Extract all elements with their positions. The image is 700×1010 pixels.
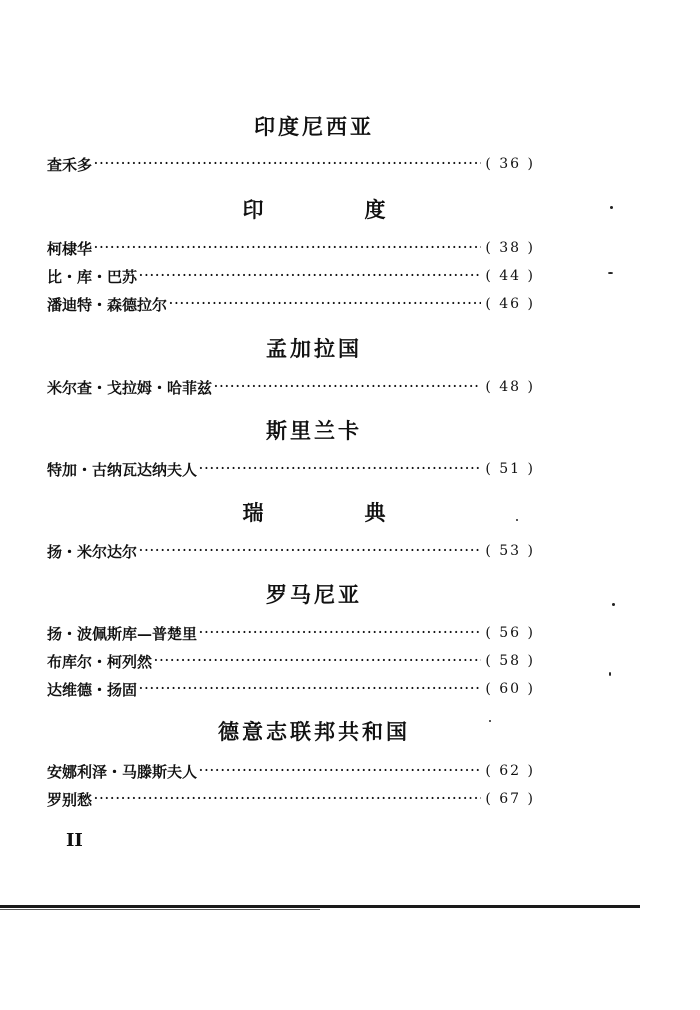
entry-page: ( 53 ) [485, 543, 535, 559]
entry-page: ( 60 ) [485, 681, 535, 697]
entry-name: 布库尔・柯列然 [47, 652, 153, 671]
country-heading: 瑞 典 [242, 500, 426, 525]
leader-dots [154, 650, 481, 672]
toc-entry [47, 376, 535, 398]
toc-entry [47, 650, 535, 672]
scan-speck [609, 672, 611, 676]
scan-speck [612, 603, 615, 606]
entry-page: ( 44 ) [485, 268, 535, 284]
country-heading: 德意志联邦共和国 [218, 719, 410, 744]
scan-speck [608, 272, 613, 274]
entry-page: ( 46 ) [485, 296, 535, 312]
entry-name: 安娜利泽・马滕斯夫人 [47, 762, 198, 781]
entry-name: 扬・米尔达尔 [47, 542, 138, 561]
leader-dots [169, 293, 481, 315]
country-heading: 印度尼西亚 [254, 114, 374, 139]
bottom-rule-thin [0, 909, 320, 910]
leader-dots [214, 376, 481, 398]
leader-dots [94, 153, 481, 175]
toc-entry [47, 293, 535, 315]
entry-page: ( 56 ) [485, 625, 535, 641]
entry-page: ( 36 ) [485, 156, 535, 172]
entry-name: 扬・波佩斯库—普楚里 [47, 624, 198, 643]
toc-entry [47, 760, 535, 782]
toc-entry [47, 458, 535, 480]
entry-name: 潘迪特・森德拉尔 [47, 295, 168, 314]
page-folio: II [66, 830, 83, 851]
bottom-rule [0, 905, 640, 908]
entry-page: ( 38 ) [485, 240, 535, 256]
scan-speck [489, 720, 491, 722]
entry-name: 达维德・扬固 [47, 680, 138, 699]
toc-entry [47, 788, 535, 810]
entry-page: ( 62 ) [485, 763, 535, 779]
leader-dots [199, 760, 481, 782]
entry-name: 罗别愁 [47, 790, 93, 809]
entry-name: 柯棣华 [47, 239, 93, 258]
leader-dots [94, 788, 481, 810]
entry-name: 米尔查・戈拉姆・哈菲兹 [47, 378, 213, 397]
leader-dots [139, 678, 481, 700]
country-heading: 印 度 [242, 197, 426, 222]
entry-page: ( 58 ) [485, 653, 535, 669]
leader-dots [199, 622, 481, 644]
country-heading: 斯里兰卡 [266, 418, 362, 443]
toc-entry [47, 237, 535, 259]
entry-page: ( 48 ) [485, 379, 535, 395]
entry-name: 特加・古纳瓦达纳夫人 [47, 460, 198, 479]
leader-dots [139, 265, 481, 287]
entry-name: 比・库・巴苏 [47, 267, 138, 286]
scan-speck [610, 206, 613, 209]
entry-page: ( 67 ) [485, 791, 535, 807]
leader-dots [94, 237, 481, 259]
toc-entry [47, 622, 535, 644]
country-heading: 孟加拉国 [266, 336, 362, 361]
country-heading: 罗马尼亚 [266, 582, 362, 607]
toc-entry [47, 153, 535, 175]
toc-entry [47, 265, 535, 287]
leader-dots [199, 458, 481, 480]
entry-page: ( 51 ) [485, 461, 535, 477]
entry-name: 查禾多 [47, 155, 93, 174]
leader-dots [139, 540, 481, 562]
scan-speck [516, 519, 518, 521]
toc-entry [47, 678, 535, 700]
toc-entry [47, 540, 535, 562]
